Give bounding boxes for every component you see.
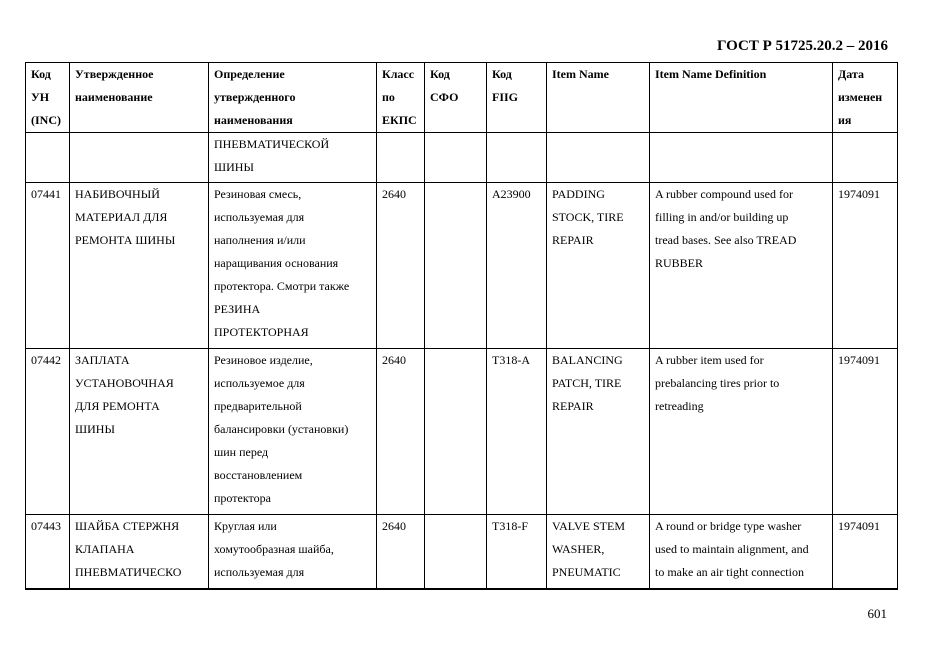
cell-change-date <box>833 133 898 183</box>
cell-class: 2640 <box>377 515 425 589</box>
cell-sfo <box>425 133 487 183</box>
cell-item-name <box>547 133 650 183</box>
header-fiig: Код FIIG <box>487 63 547 133</box>
header-inc: Код УН (INC) <box>26 63 70 133</box>
cell-item-definition <box>650 133 833 183</box>
header-approved-name: Утвержденное наименование <box>70 63 209 133</box>
cell-fiig <box>487 133 547 183</box>
header-sfo: Код СФО <box>425 63 487 133</box>
document-header: ГОСТ Р 51725.20.2 – 2016 <box>716 38 888 54</box>
cell-approved-name: ЗАПЛАТА УСТАНОВОЧНАЯ ДЛЯ РЕМОНТА ШИНЫ <box>70 349 209 515</box>
cell-inc: 07441 <box>26 183 70 349</box>
cell-inc: 07443 <box>26 515 70 589</box>
cell-name-definition: ПНЕВМАТИЧЕСКОЙ ШИНЫ <box>209 133 377 183</box>
table-row <box>26 515 898 589</box>
header-item-definition: Item Name Definition <box>650 63 833 133</box>
header-item-name: Item Name <box>547 63 650 133</box>
table-row <box>26 349 898 515</box>
cell-item-definition: A round or bridge type washer used to maintain alignment, and to make an air tight connection <box>650 515 833 589</box>
cell-fiig: A23900 <box>487 183 547 349</box>
cell-item-name: VALVE STEM WASHER, PNEUMATIC <box>547 515 650 589</box>
cell-sfo <box>425 183 487 349</box>
cell-item-name: PADDING STOCK, TIRE REPAIR <box>547 183 650 349</box>
cell-inc: 07442 <box>26 349 70 515</box>
cell-item-definition: A rubber compound used for filling in and/or building up tread bases. See also TREAD RUBBER <box>650 183 833 349</box>
cell-approved-name <box>70 133 209 183</box>
page-number: 601 <box>867 606 887 621</box>
cell-change-date: 1974091 <box>833 349 898 515</box>
header-class: Класс по ЕКПС <box>377 63 425 133</box>
cell-change-date: 1974091 <box>833 515 898 589</box>
cell-name-definition: Резиновая смесь, используемая для наполнения и/или наращивания основания протектора. Смотри также РЕЗИНА ПРОТЕКТОРНАЯ <box>209 183 377 349</box>
cell-sfo <box>425 349 487 515</box>
header-name-definition: Определение утвержденного наименования <box>209 63 377 133</box>
nomenclature-table <box>25 62 898 590</box>
table-header-row <box>26 63 898 133</box>
cell-class <box>377 133 425 183</box>
table-row <box>26 183 898 349</box>
cell-name-definition: Резиновое изделие, используемое для предварительной балансировки (установки) шин перед восстановлением протектора <box>209 349 377 515</box>
cell-sfo <box>425 515 487 589</box>
cell-fiig: T318-F <box>487 515 547 589</box>
cell-item-name: BALANCING PATCH, TIRE REPAIR <box>547 349 650 515</box>
header-change-date: Дата изменен ия <box>833 63 898 133</box>
cell-name-definition: Круглая или хомутообразная шайба, используемая для <box>209 515 377 589</box>
cell-item-definition: A rubber item used for prebalancing tires prior to retreading <box>650 349 833 515</box>
cell-class: 2640 <box>377 349 425 515</box>
cell-approved-name: ШАЙБА СТЕРЖНЯ КЛАПАНА ПНЕВМАТИЧЕСКО <box>70 515 209 589</box>
cell-inc <box>26 133 70 183</box>
table-row <box>26 133 898 183</box>
cell-approved-name: НАБИВОЧНЫЙ МАТЕРИАЛ ДЛЯ РЕМОНТА ШИНЫ <box>70 183 209 349</box>
cell-fiig: T318-A <box>487 349 547 515</box>
cell-change-date: 1974091 <box>833 183 898 349</box>
cell-class: 2640 <box>377 183 425 349</box>
